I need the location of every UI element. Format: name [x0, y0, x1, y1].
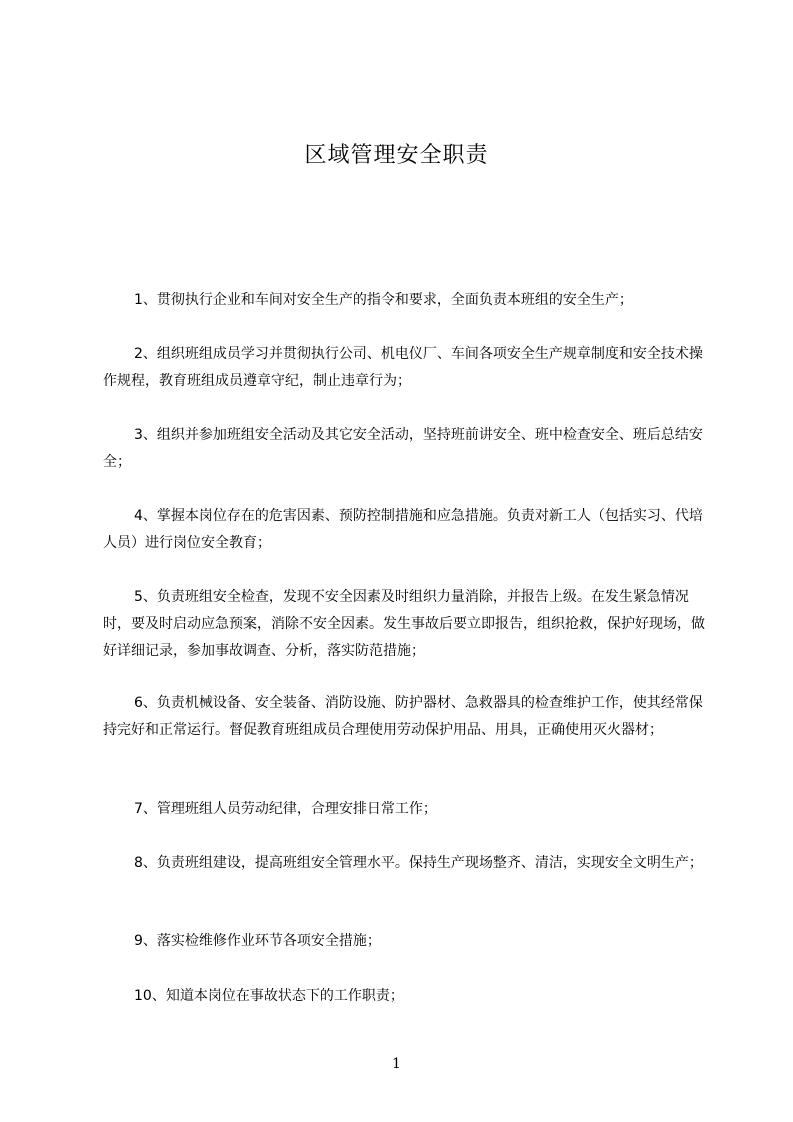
duty-item-6: 6、负责机械设备、安全装备、消防设施、防护器材、急救器具的检查维护工作，使其经常保持完好和正常运行。督促教育班组成员合理使用劳动保护用品、用具，正确使用灭火器材；: [103, 695, 703, 738]
duty-item-2: 2、组织班组成员学习并贯彻执行公司、机电仪厂、车间各项安全生产规章制度和安全技术操作规程，教育班组成员遵章守纪，制止违章行为；: [103, 346, 703, 389]
duty-item-5: 5、负责班组安全检查，发现不安全因素及时组织力量消除，并报告上级。在发生紧急情况时，要及时启动应急预案，消除不安全因素。发生事故后要立即报告，组织抢救，保护好现场，做好详细记录，参加事故调查、分析，落实防范措施；: [103, 589, 705, 659]
duty-item-10: 10、知道本岗位在事故状态下的工作职责；: [134, 988, 404, 1004]
duty-item-9: 9、落实检维修作业环节各项安全措施；: [134, 933, 381, 949]
duty-item-7: 7、管理班组人员劳动纪律，合理安排日常工作；: [134, 801, 437, 817]
duty-item-1: 1、贯彻执行企业和车间对安全生产的指令和要求，全面负责本班组的安全生产；: [134, 292, 633, 308]
duty-item-3: 3、组织并参加班组安全活动及其它安全活动，坚持班前讲安全、班中检查安全、班后总结安全；: [103, 427, 703, 470]
duty-item-4: 4、掌握本岗位存在的危害因素、预防控制措施和应急措施。负责对新工人（包括实习、代培人员）进行岗位安全教育；: [103, 508, 703, 551]
page-number: 1: [392, 1056, 401, 1072]
page-title: 区域管理安全职责: [304, 143, 489, 168]
duty-item-8: 8、负责班组建设，提高班组安全管理水平。保持生产现场整齐、清洁，实现安全文明生产；: [134, 855, 703, 871]
